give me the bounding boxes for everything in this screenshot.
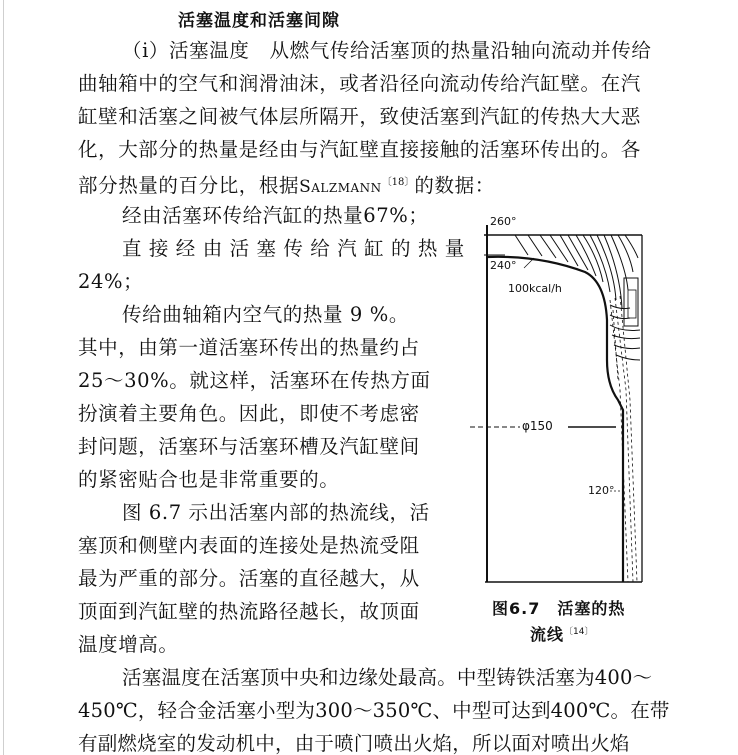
paragraph-1-line-1 xyxy=(122,40,651,62)
paragraph-2-line-2: 25～30%。就这样，活塞环在传热方面 xyxy=(78,369,431,392)
paragraph-3-line-4: 顶面到汽缸壁的热流路径越长，故顶面 xyxy=(78,600,420,623)
heat-item-rings: 经由活塞环传给汽缸的热量67%； xyxy=(122,204,429,227)
paragraph-1-line-5 xyxy=(78,172,495,198)
heat-item-direct: 直接经由活塞传给汽缸的热量 xyxy=(122,237,472,260)
paragraph-1-line-5-end: 的数据： xyxy=(414,174,495,197)
paragraph-2-line-5: 的紧密贴合也是非常重要的。 xyxy=(78,468,340,491)
skirt-temp-label: 120° xyxy=(588,484,615,497)
paragraph-4-line-1: 活塞温度在活塞顶中央和边缘处最高。中型铸铁活塞为400～ xyxy=(122,666,653,689)
figure-citation-ref: 〔14〕 xyxy=(564,627,594,637)
paragraph-2-line-3: 扮演着主要角色。因此，即使不考虑密 xyxy=(78,402,420,425)
crown-temp-label: 260° xyxy=(490,215,517,228)
paragraph-4-line-2: 450℃，轻合金活塞小型为300～350℃、中型可达到400℃。在带 xyxy=(78,699,670,722)
paragraph-2-line-1: 其中，由第一道活塞环传出的热量约占 xyxy=(78,336,420,359)
diameter-label: φ150 xyxy=(522,419,553,433)
piston-inner-contour xyxy=(487,257,623,582)
figure-caption-line-1: 图6.7 活塞的热 xyxy=(492,599,626,618)
author-name: Salzmann xyxy=(299,177,382,197)
paragraph-1-line-2: 曲轴箱中的空气和润滑油沫，或者沿径向流动传给汽缸壁。在汽 xyxy=(78,72,641,95)
subsection-marker: （ⅰ）活塞温度 xyxy=(122,39,250,62)
figure-caption-line-2 xyxy=(530,622,593,645)
paragraph-1-line-3: 缸壁和活塞之间被气体层所隔开，致使活塞到汽缸的传热大大恶 xyxy=(78,105,641,128)
section-heading: 活塞温度和活塞间隙 xyxy=(178,11,340,31)
paragraph-3-line-2: 塞顶和侧壁内表面的连接处是热流受阻 xyxy=(78,534,420,557)
paragraph-3-line-3: 最为严重的部分。活塞的直径越大，从 xyxy=(78,567,420,590)
inner-temp-label: 240° xyxy=(490,259,517,272)
citation-ref: 〔18〕 xyxy=(381,177,415,188)
paragraph-1-line-4: 化，大部分的热量是经由与汽缸壁直接接触的活塞环传出的。各 xyxy=(78,138,641,161)
heat-item-direct-cont: 24%； xyxy=(78,270,144,293)
page-edge xyxy=(3,0,4,755)
figure-caption-text: 流线 xyxy=(530,625,565,644)
paragraph-3-line-5: 温度增高。 xyxy=(78,633,179,656)
heat-flow-line xyxy=(515,235,528,255)
paragraph-1-text: 从燃气传给活塞顶的热量沿轴向流动并传给 xyxy=(269,39,652,62)
paragraph-1-line-5-text: 部分热量的百分比，根据 xyxy=(78,174,300,197)
heat-flow-label: 100kcal/h xyxy=(508,282,562,295)
figure-piston-heat-flow xyxy=(470,210,670,618)
paragraph-2-line-4: 封问题，活塞环与活塞环槽及汽缸壁间 xyxy=(78,435,420,458)
paragraph-3-line-1: 图 6.7 示出活塞内部的热流线，活 xyxy=(122,501,430,524)
heat-item-crankcase: 传给曲轴箱内空气的热量 9 %。 xyxy=(122,303,409,326)
paragraph-4-line-3: 有副燃烧室的发动机中，由于喷门喷出火焰，所以面对喷出火焰 xyxy=(78,732,630,755)
